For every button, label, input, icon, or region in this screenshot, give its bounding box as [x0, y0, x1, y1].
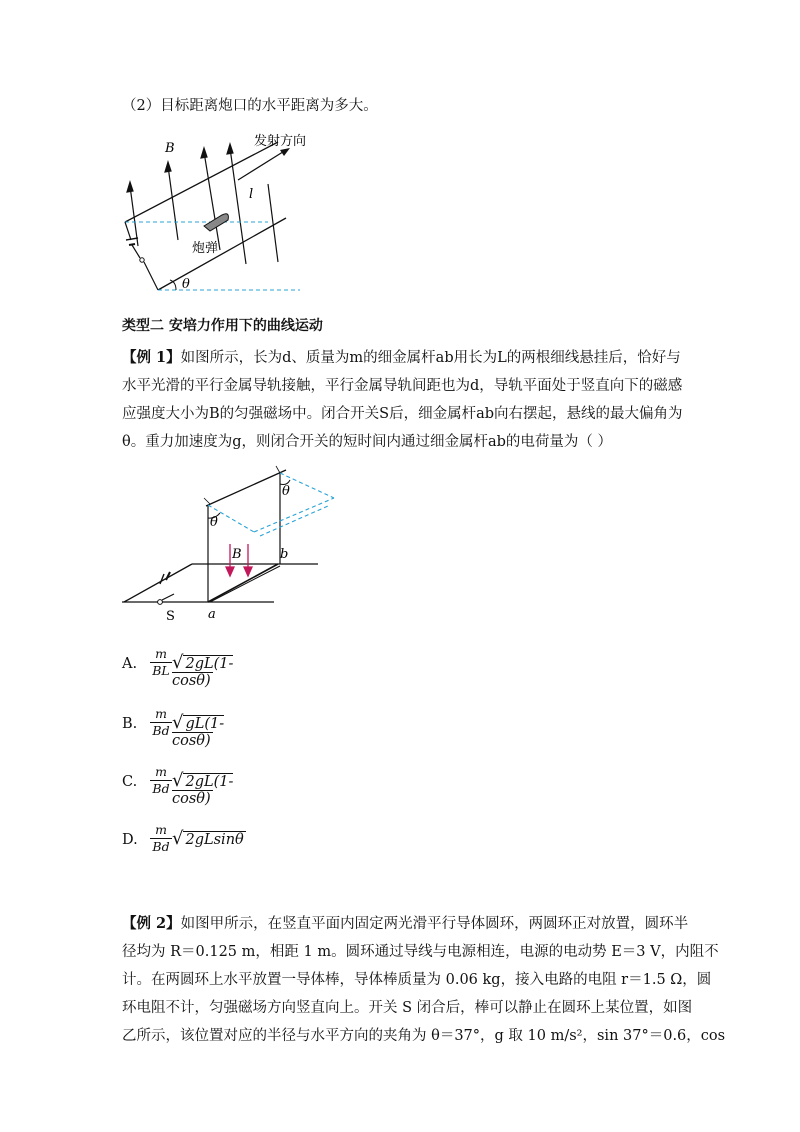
- section-title: 类型二 安培力作用下的曲线运动: [122, 318, 323, 334]
- fig1-label-theta: θ: [182, 277, 190, 292]
- example2-line-5: 乙所示，该位置对应的半径与水平方向的夹角为 θ＝37°，g 取 10 m/s²，sin 37°＝0.6，cos: [122, 1028, 726, 1044]
- fig1-label-B: B: [165, 141, 175, 156]
- example2-line-3: 计。在两圆环上水平放置一导体棒，导体棒质量为 0.06 kg，接入电路的电阻 r＝1.5 Ω，圆: [122, 972, 712, 988]
- example1-line-1: 【例 1】如图所示，长为d、质量为m的细金属杆ab用长为L的两根细线悬挂后，恰好与: [122, 349, 681, 366]
- figure-railgun: [118, 128, 318, 300]
- example2-line-2: 径均为 R＝0.125 m，相距 1 m。圆环通过导线与电源相连，电源的电动势 E＝3 V，内阻不: [122, 944, 719, 960]
- fig2-label-theta-left: θ: [210, 515, 218, 530]
- example1-line-3: 应强度大小为B的匀强磁场中。闭合开关S后，细金属杆ab向右摆起，悬线的最大偏角为: [122, 406, 683, 422]
- example2-label: 【例 2】: [122, 915, 181, 932]
- example1-line-2: 水平光滑的平行金属导轨接触，平行金属导轨间距也为d，导轨平面处于竖直向下的磁感: [122, 378, 683, 394]
- example1-line-4: θ。重力加速度为g，则闭合开关的短时间内通过细金属杆ab的电荷量为（ ）: [122, 434, 613, 450]
- fig1-label-shell: 炮弹: [192, 241, 219, 256]
- example2-line-4: 环电阻不计，匀强磁场方向竖直向上。开关 S 闭合后，棒可以静止在圆环上某位置，如图: [122, 1000, 693, 1016]
- fig2-label-a: a: [208, 607, 216, 622]
- example1-label: 【例 1】: [122, 349, 181, 366]
- example2-line-1: 【例 2】如图甲所示，在竖直平面内固定两光滑平行导体圆环，两圆环正对放置，圆环半: [122, 915, 689, 932]
- fig1-label-direction: 发射方向: [254, 134, 307, 149]
- fig1-label-l: l: [249, 187, 254, 202]
- question-2-text: （2）目标距离炮口的水平距离为多大。: [122, 98, 378, 114]
- fig2-label-theta-top: θ: [282, 484, 290, 499]
- fig2-label-S: S: [166, 609, 175, 622]
- fig2-label-B: B: [232, 547, 242, 562]
- fig2-label-b: b: [280, 547, 289, 562]
- figure-swinging-rod: [118, 462, 344, 622]
